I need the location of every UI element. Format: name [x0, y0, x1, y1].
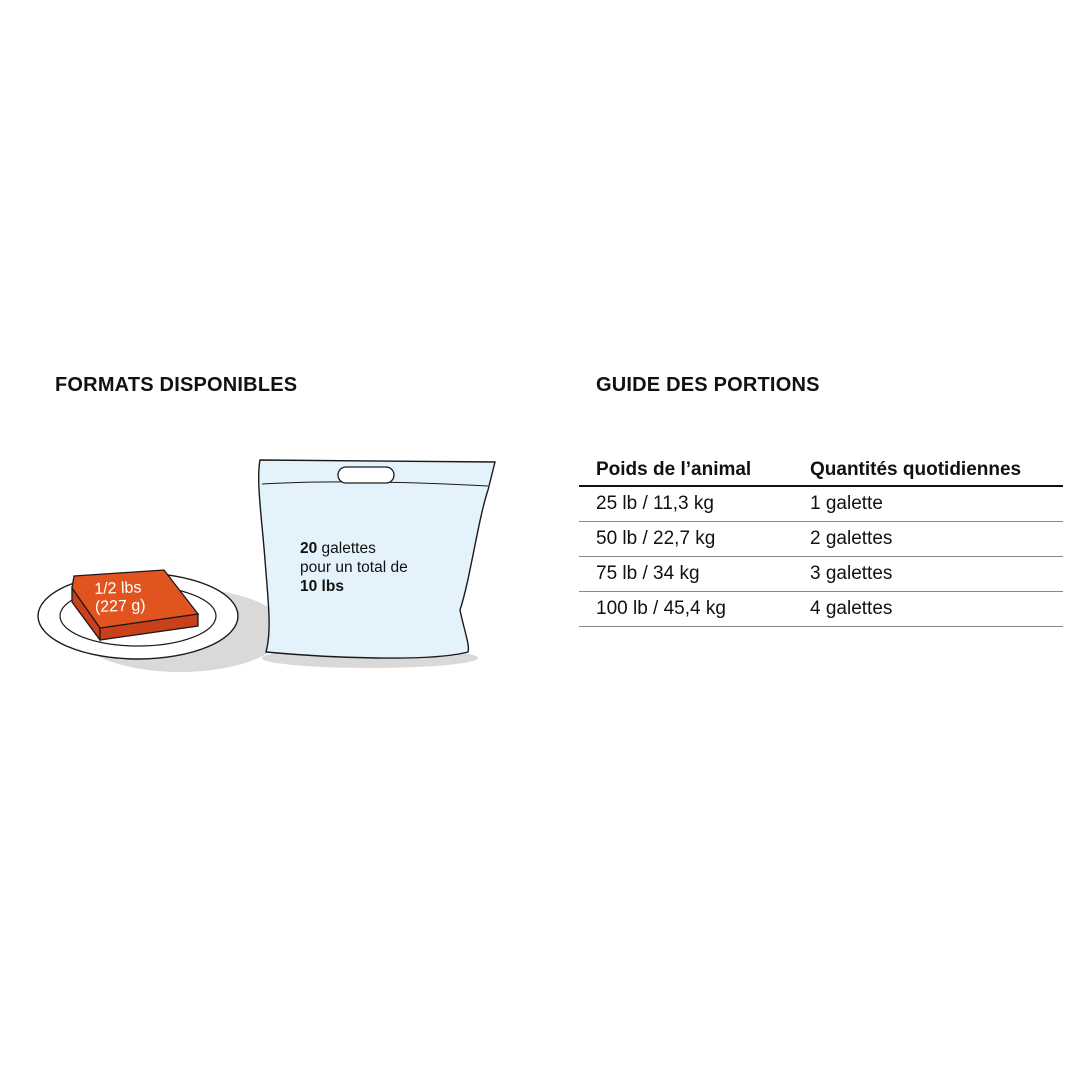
daily-quantity-cell: 2 galettes	[793, 522, 1063, 557]
header-animal-weight: Poids de l’animal	[579, 455, 793, 486]
animal-weight-cell: 75 lb / 34 kg	[579, 557, 793, 592]
formats-illustration	[30, 440, 510, 690]
table-row	[579, 557, 1063, 592]
bag-count: 20	[300, 540, 318, 557]
daily-quantity-cell: 3 galettes	[793, 557, 1063, 592]
bag-total-intro: pour un total de	[300, 559, 408, 576]
animal-weight-cell: 25 lb / 11,3 kg	[579, 486, 793, 522]
table-row	[579, 592, 1063, 627]
patty-weight-lbs: 1/2 lbs	[94, 579, 142, 598]
daily-quantity-cell: 1 galette	[793, 486, 1063, 522]
bag-total-line	[300, 577, 408, 596]
header-daily-quantity: Quantités quotidiennes	[793, 455, 1063, 486]
daily-quantity-cell: 4 galettes	[793, 592, 1063, 627]
formats-drawing	[30, 440, 510, 690]
bag-handle-hole	[338, 467, 394, 483]
patty-size-label	[94, 579, 146, 617]
patty-weight-grams: (227 g)	[94, 597, 146, 616]
bag-count-line	[300, 539, 408, 558]
bag-count-suffix: galettes	[317, 540, 376, 557]
formats-title: FORMATS DISPONIBLES	[55, 374, 298, 396]
table-row	[579, 486, 1063, 522]
portion-guide-title: GUIDE DES PORTIONS	[596, 374, 820, 396]
bag-total: 10 lbs	[300, 578, 344, 595]
table-row	[579, 522, 1063, 557]
portion-table-header-row	[579, 455, 1063, 486]
portion-table	[579, 455, 1063, 627]
bag-content-label	[300, 539, 408, 596]
animal-weight-cell: 100 lb / 45,4 kg	[579, 592, 793, 627]
animal-weight-cell: 50 lb / 22,7 kg	[579, 522, 793, 557]
